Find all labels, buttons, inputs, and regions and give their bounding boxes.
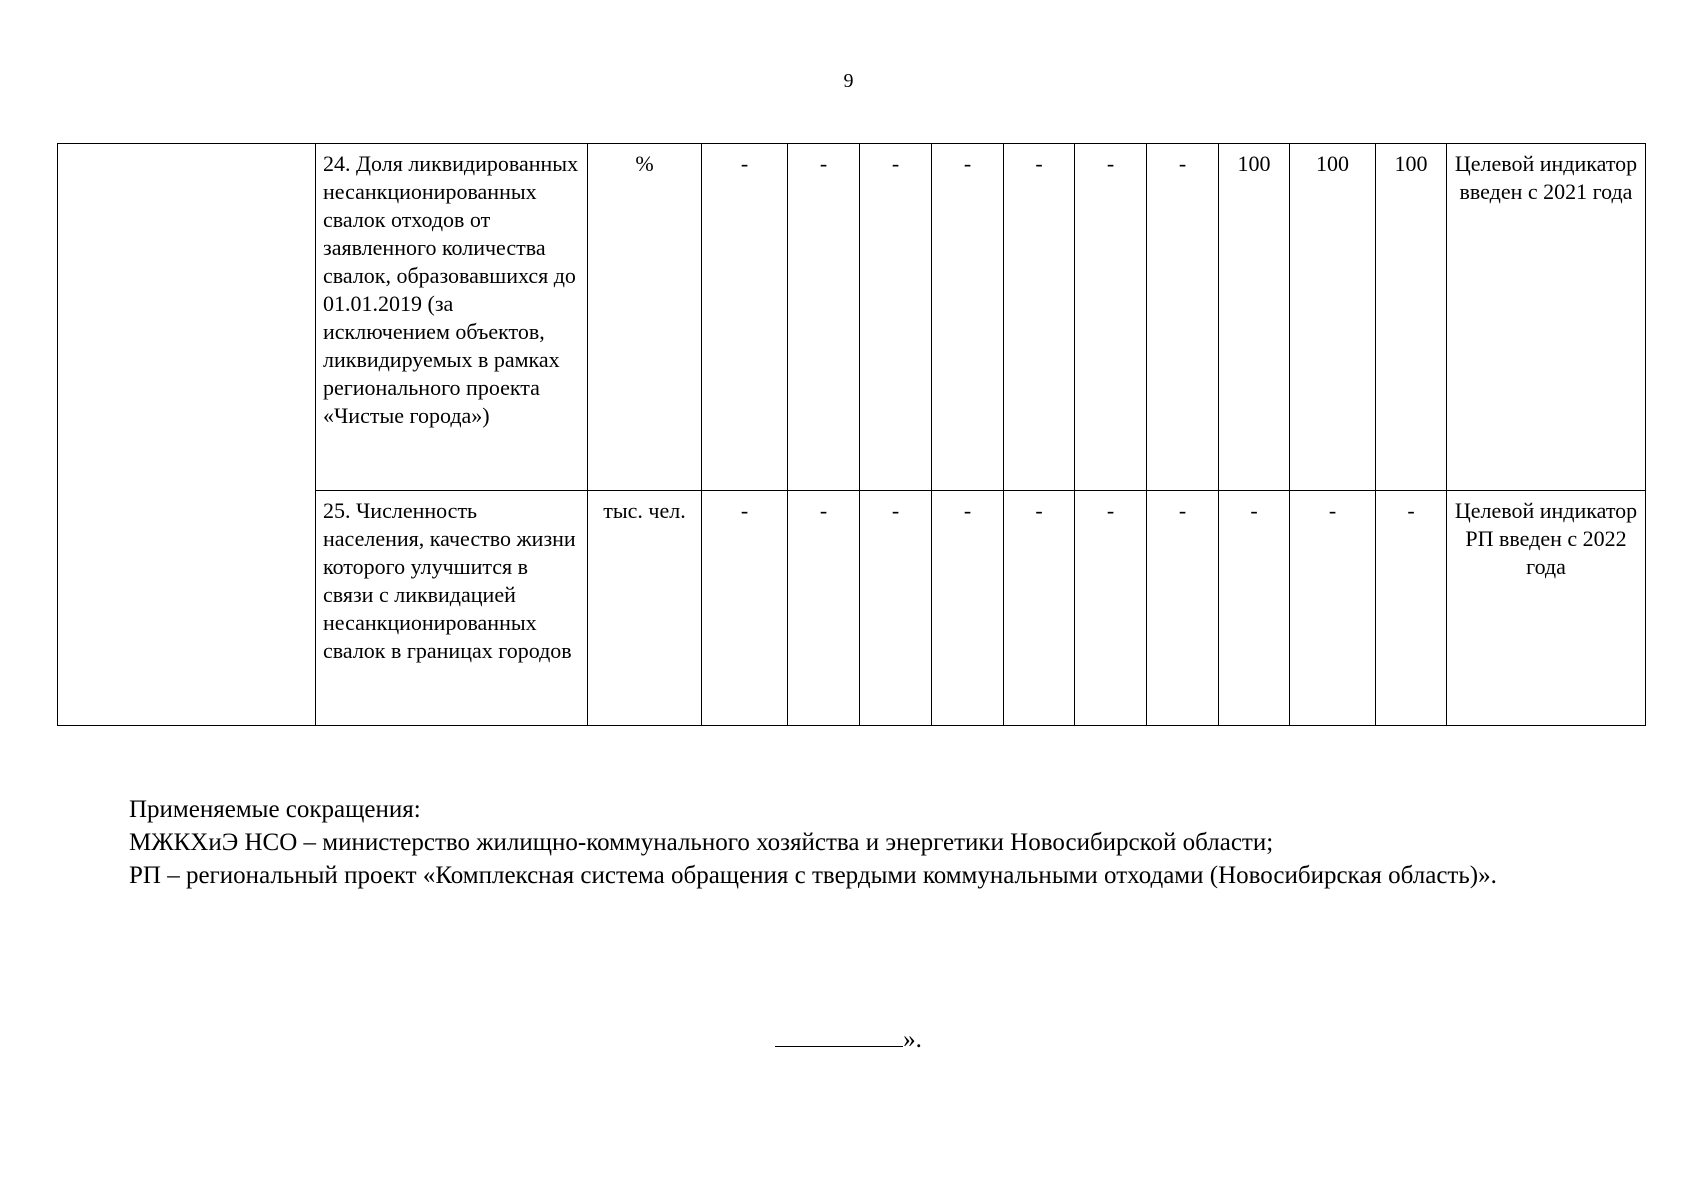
program-cell bbox=[58, 144, 316, 726]
closing-line bbox=[0, 1022, 1697, 1054]
value-cell: - bbox=[1219, 491, 1290, 726]
value-cell: 100 bbox=[1376, 144, 1447, 491]
value-cell: - bbox=[1147, 491, 1219, 726]
value-cell: - bbox=[788, 491, 860, 726]
page-number: 9 bbox=[843, 70, 854, 92]
table-row bbox=[58, 144, 1646, 491]
value-cell: - bbox=[702, 144, 788, 491]
value-cell: 100 bbox=[1219, 144, 1290, 491]
value-cell: - bbox=[788, 144, 860, 491]
value-cell: - bbox=[860, 144, 932, 491]
signature-underline bbox=[775, 1022, 903, 1047]
value-cell: - bbox=[1004, 491, 1075, 726]
abbreviation-item: РП – региональный проект «Комплексная система обращения с твердыми коммунальными отходами (Новосибирская область)». bbox=[129, 862, 1497, 889]
value-cell: - bbox=[1004, 144, 1075, 491]
indicator-unit: тыс. чел. bbox=[588, 491, 702, 726]
value-cell: - bbox=[702, 491, 788, 726]
value-cell: - bbox=[1376, 491, 1447, 726]
indicator-unit: % bbox=[588, 144, 702, 491]
indicator-note: Целевой индикатор введен с 2021 года bbox=[1447, 144, 1646, 491]
value-cell: - bbox=[1290, 491, 1376, 726]
indicators-table bbox=[57, 143, 1646, 726]
abbreviation-item: МЖКХиЭ НСО – министерство жилищно-коммунального хозяйства и энергетики Новосибирской области; bbox=[129, 829, 1274, 856]
indicator-note: Целевой индикатор РП введен с 2022 года bbox=[1447, 491, 1646, 726]
value-cell: - bbox=[932, 144, 1004, 491]
abbreviations-section bbox=[72, 793, 1643, 892]
value-cell: - bbox=[1075, 491, 1147, 726]
value-cell: 100 bbox=[1290, 144, 1376, 491]
value-cell: - bbox=[1147, 144, 1219, 491]
indicator-name: 24. Доля ликвидированных несанкционированных свалок отходов от заявленного количества свалок, образовавшихся до 01.01.2019 (за исключением объектов, ликвидируемых в рамках регионального проекта «Чистые города») bbox=[316, 144, 588, 491]
value-cell: - bbox=[1075, 144, 1147, 491]
abbreviations-heading: Применяемые сокращения: bbox=[129, 796, 421, 823]
value-cell: - bbox=[860, 491, 932, 726]
closing-quote: ». bbox=[903, 1026, 922, 1053]
value-cell: - bbox=[932, 491, 1004, 726]
indicator-name: 25. Численность населения, качество жизни которого улучшится в связи с ликвидацией несанкционированных свалок в границах городов bbox=[316, 491, 588, 726]
